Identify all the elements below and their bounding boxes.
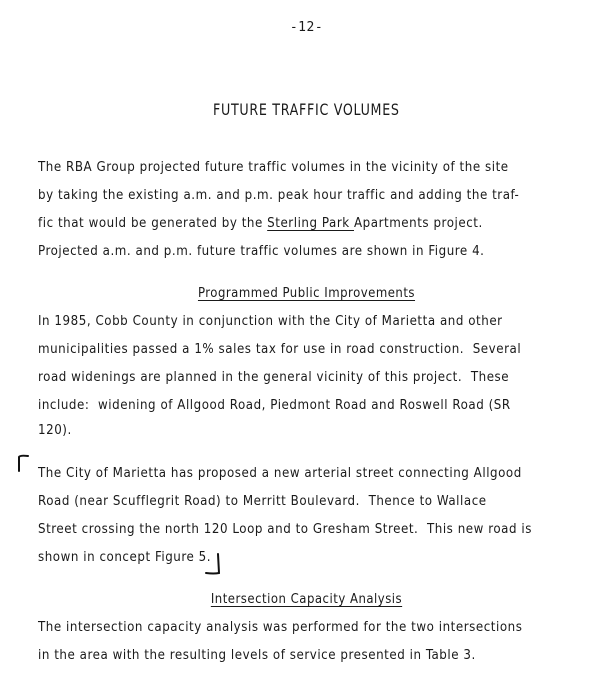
section-heading-text: Intersection Capacity Analysis — [210, 592, 403, 607]
paragraph-line: The RBA Group projected future traffic volumes in the vicinity of the site — [38, 160, 509, 175]
section-heading — [0, 592, 613, 607]
page-number: -12- — [289, 20, 324, 35]
paragraph-line: in the area with the resulting levels of service presented in Table 3. — [38, 648, 476, 663]
paragraph-line: Road (near Scufflegrit Road) to Merritt Boulevard. Thence to Wallace — [38, 494, 487, 509]
paragraph-line: In 1985, Cobb County in conjunction with the City of Marietta and other — [38, 314, 503, 329]
text-segment: fic that would be generated by the — [38, 216, 268, 231]
paragraph-line: by taking the existing a.m. and p.m. peak hour traffic and adding the traf- — [38, 188, 520, 203]
paragraph-line: 120). — [38, 423, 72, 438]
paragraph-line: Street crossing the north 120 Loop and to Gresham Street. This new road is — [38, 522, 532, 537]
bracket-end-mark — [204, 552, 224, 576]
section-heading-text: Programmed Public Improvements — [197, 286, 416, 301]
paragraph-line: Projected a.m. and p.m. future traffic volumes are shown in Figure 4. — [38, 244, 485, 259]
paragraph-line: The City of Marietta has proposed a new arterial street connecting Allgood — [38, 466, 522, 481]
section-heading — [0, 286, 613, 301]
page-title: FUTURE TRAFFIC VOLUMES — [212, 100, 400, 119]
paragraph-line: include: widening of Allgood Road, Piedmont Road and Roswell Road (SR — [38, 398, 511, 413]
paragraph-line: municipalities passed a 1% sales tax for use in road construction. Several — [38, 342, 522, 357]
paragraph-line: road widenings are planned in the general vicinity of this project. These — [38, 370, 510, 385]
text-segment: Apartments project. — [354, 216, 483, 231]
underlined-project-name: Sterling Park — [267, 216, 354, 231]
bracket-start-mark — [16, 454, 30, 472]
paragraph-line: shown in concept Figure 5. — [38, 550, 212, 565]
paragraph-line — [38, 216, 483, 231]
paragraph-line: The intersection capacity analysis was performed for the two intersections — [38, 620, 523, 635]
